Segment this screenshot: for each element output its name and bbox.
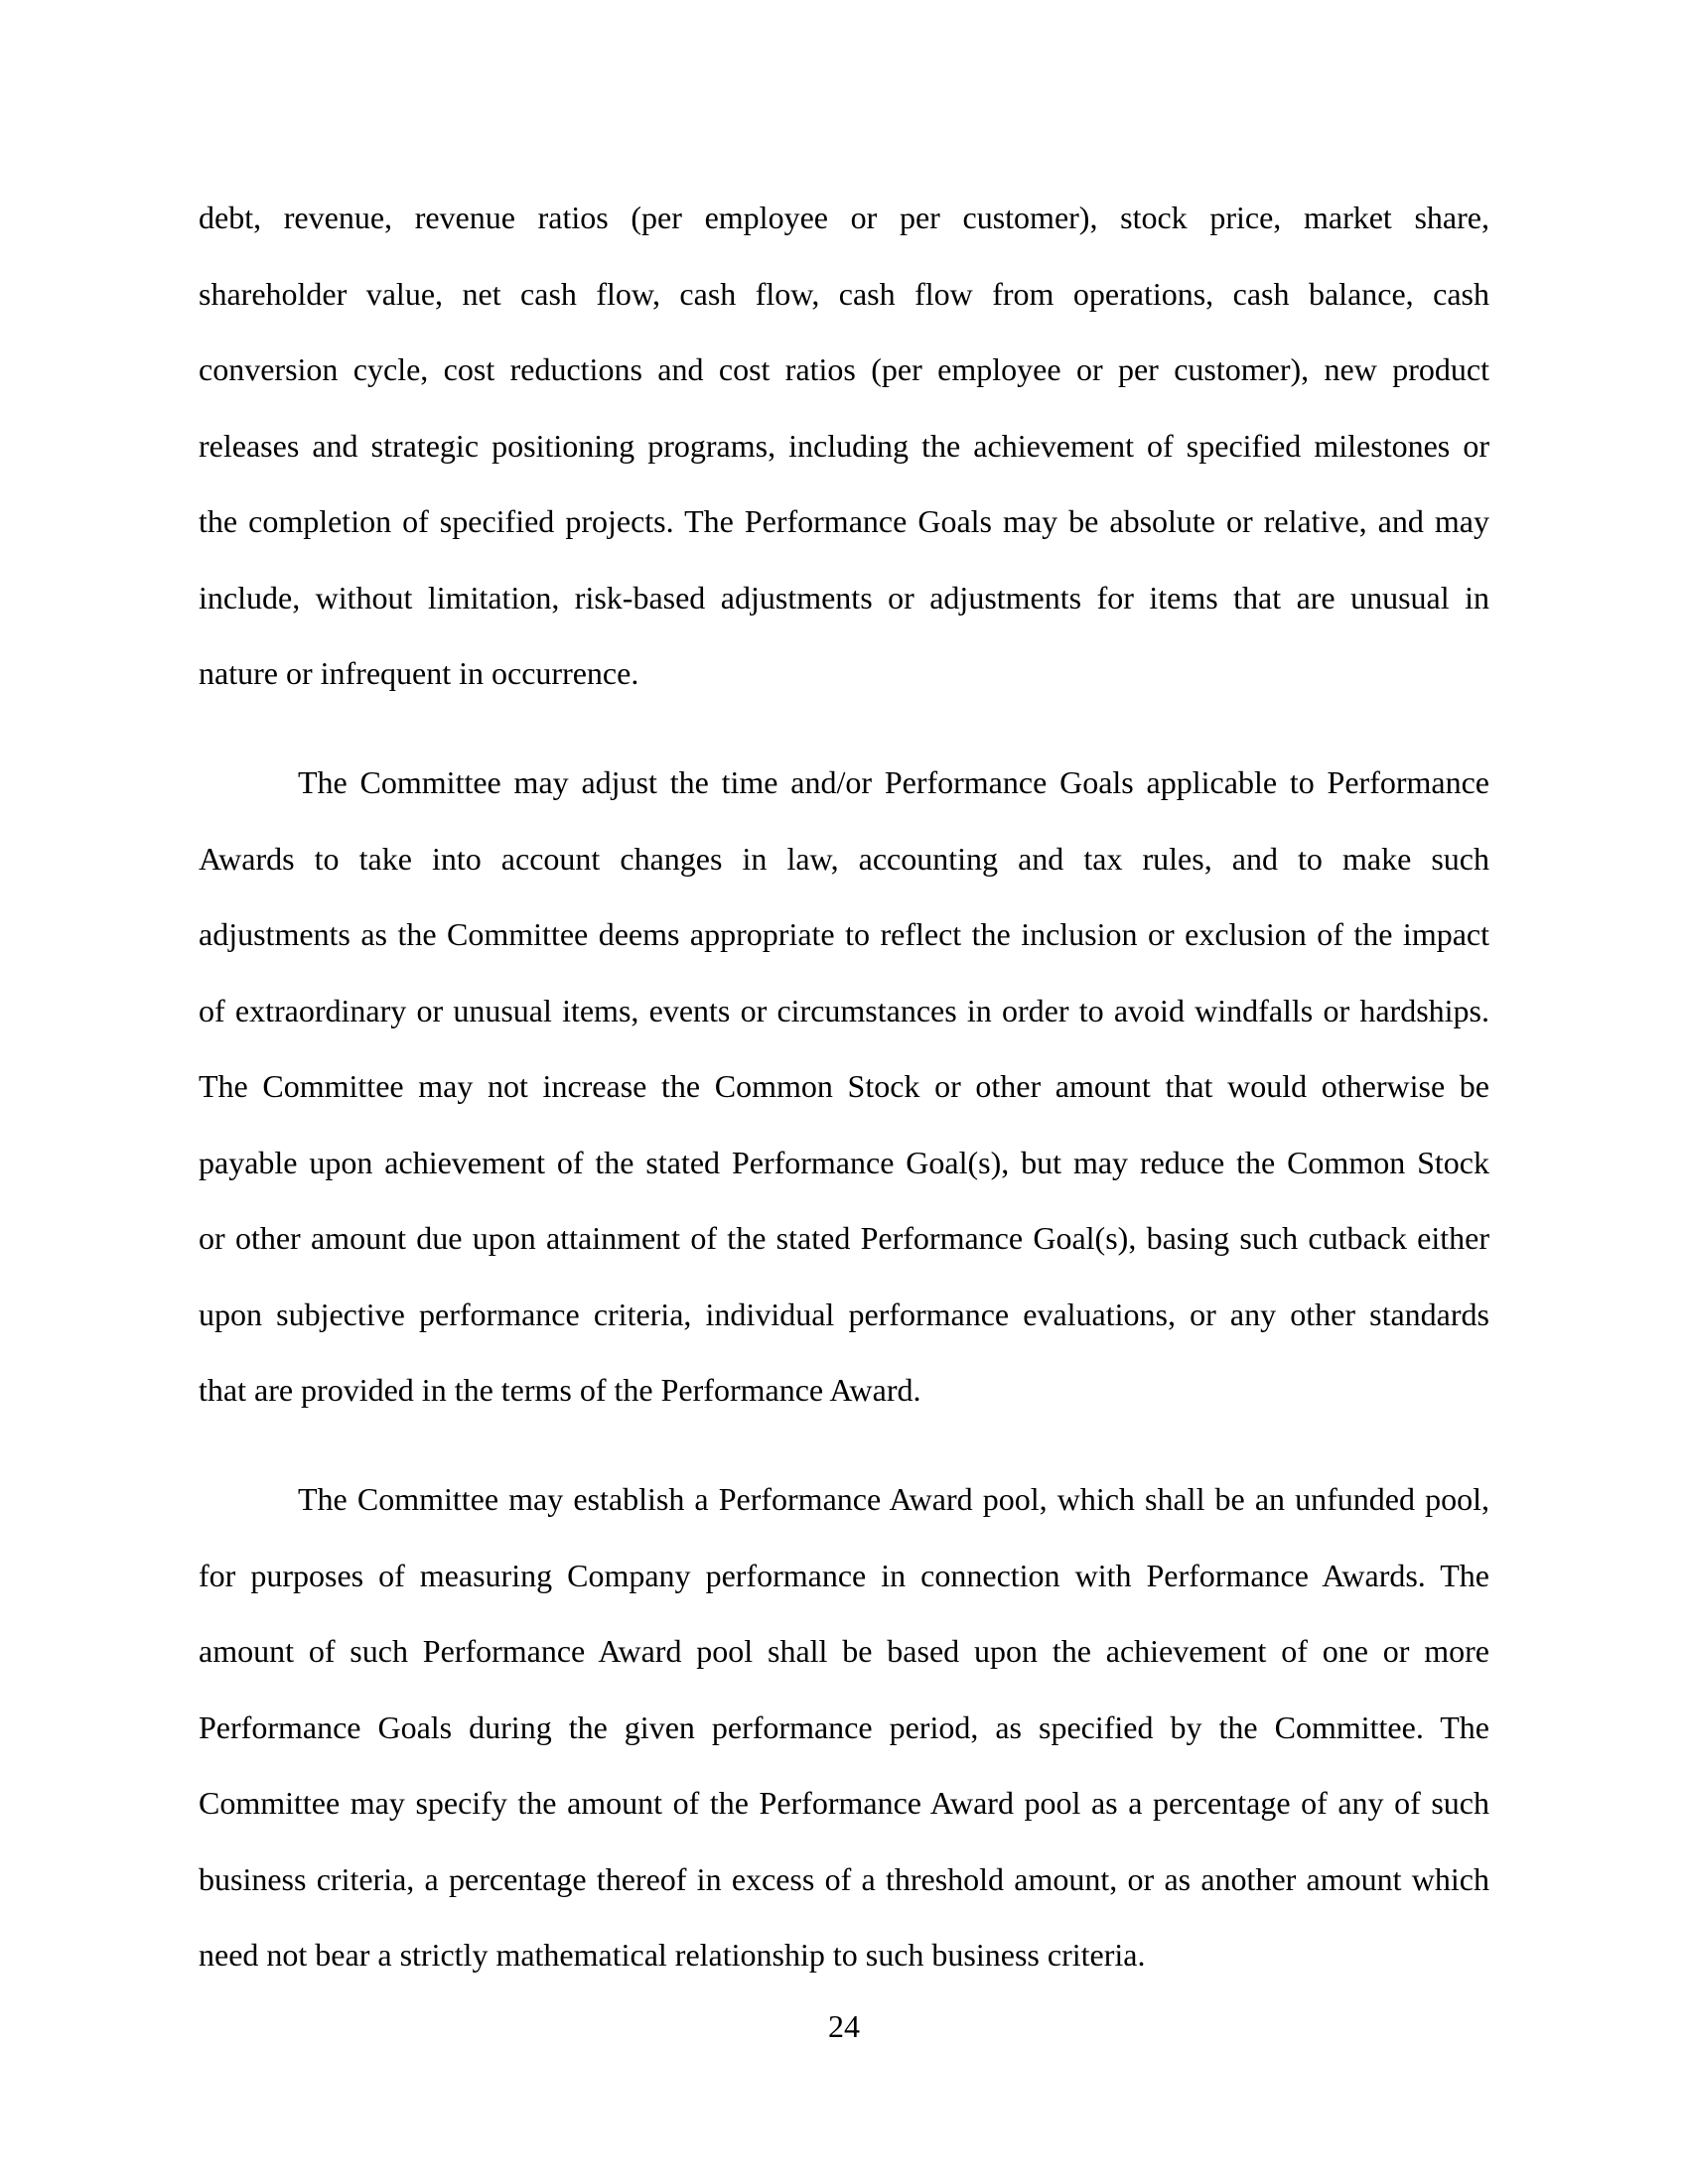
text-line: debt, revenue, revenue ratios (per employee or per customer), stock price, market share, (199, 200, 1489, 235)
body-text (199, 180, 1489, 1993)
text-line: business criteria, a percentage thereof in excess of a threshold amount, or as another amount which (199, 1860, 1489, 1897)
text-line: upon subjective performance criteria, individual performance evaluations, or any other standards (199, 1296, 1489, 1332)
paragraph-award-pool (199, 1461, 1489, 1993)
text-line: Awards to take into account changes in law, accounting and tax rules, and to make such (199, 840, 1489, 877)
text-line: adjustments as the Committee deems appropriate to reflect the inclusion or exclusion of the impact (199, 916, 1489, 952)
text-line: that are provided in the terms of the Performance Award. (199, 1372, 921, 1408)
text-line: releases and strategic positioning programs, including the achievement of specified milestones or (199, 427, 1489, 464)
text-line: shareholder value, net cash flow, cash flow, cash flow from operations, cash balance, cash (199, 275, 1489, 312)
text-line: include, without limitation, risk-based adjustments or adjustments for items that are unusual in (199, 579, 1489, 615)
text-line: amount of such Performance Award pool shall be based upon the achievement of one or more (199, 1633, 1489, 1669)
text-line: Committee may specify the amount of the Performance Award pool as a percentage of any of such (199, 1785, 1489, 1821)
page-number: 24 (828, 2008, 860, 2044)
text-line: nature or infrequent in occurrence. (199, 655, 639, 691)
text-line: The Committee may adjust the time and/or Performance Goals applicable to Performance (298, 764, 1489, 800)
paragraph-goal-adjustments (199, 745, 1489, 1429)
text-line: The Committee may establish a Performance Award pool, which shall be an unfunded pool, (298, 1481, 1489, 1517)
text-line: The Committee may not increase the Common Stock or other amount that would otherwise be (199, 1068, 1489, 1104)
text-line: the completion of specified projects. The Performance Goals may be absolute or relative, and may (199, 503, 1489, 539)
text-line: Performance Goals during the given performance period, as specified by the Committee. The (199, 1708, 1489, 1745)
text-line: of extraordinary or unusual items, events or circumstances in order to avoid windfalls or hardships. (199, 992, 1489, 1028)
text-line: conversion cycle, cost reductions and cost ratios (per employee or per customer), new product (199, 351, 1489, 387)
text-line: need not bear a strictly mathematical relationship to such business criteria. (199, 1937, 1146, 1973)
paragraph-performance-criteria (199, 180, 1489, 712)
text-line: or other amount due upon attainment of the stated Performance Goal(s), basing such cutback either (199, 1220, 1489, 1256)
text-line: for purposes of measuring Company performance in connection with Performance Awards. The (199, 1557, 1489, 1593)
text-line: payable upon achievement of the stated Performance Goal(s), but may reduce the Common Stock (199, 1144, 1489, 1180)
